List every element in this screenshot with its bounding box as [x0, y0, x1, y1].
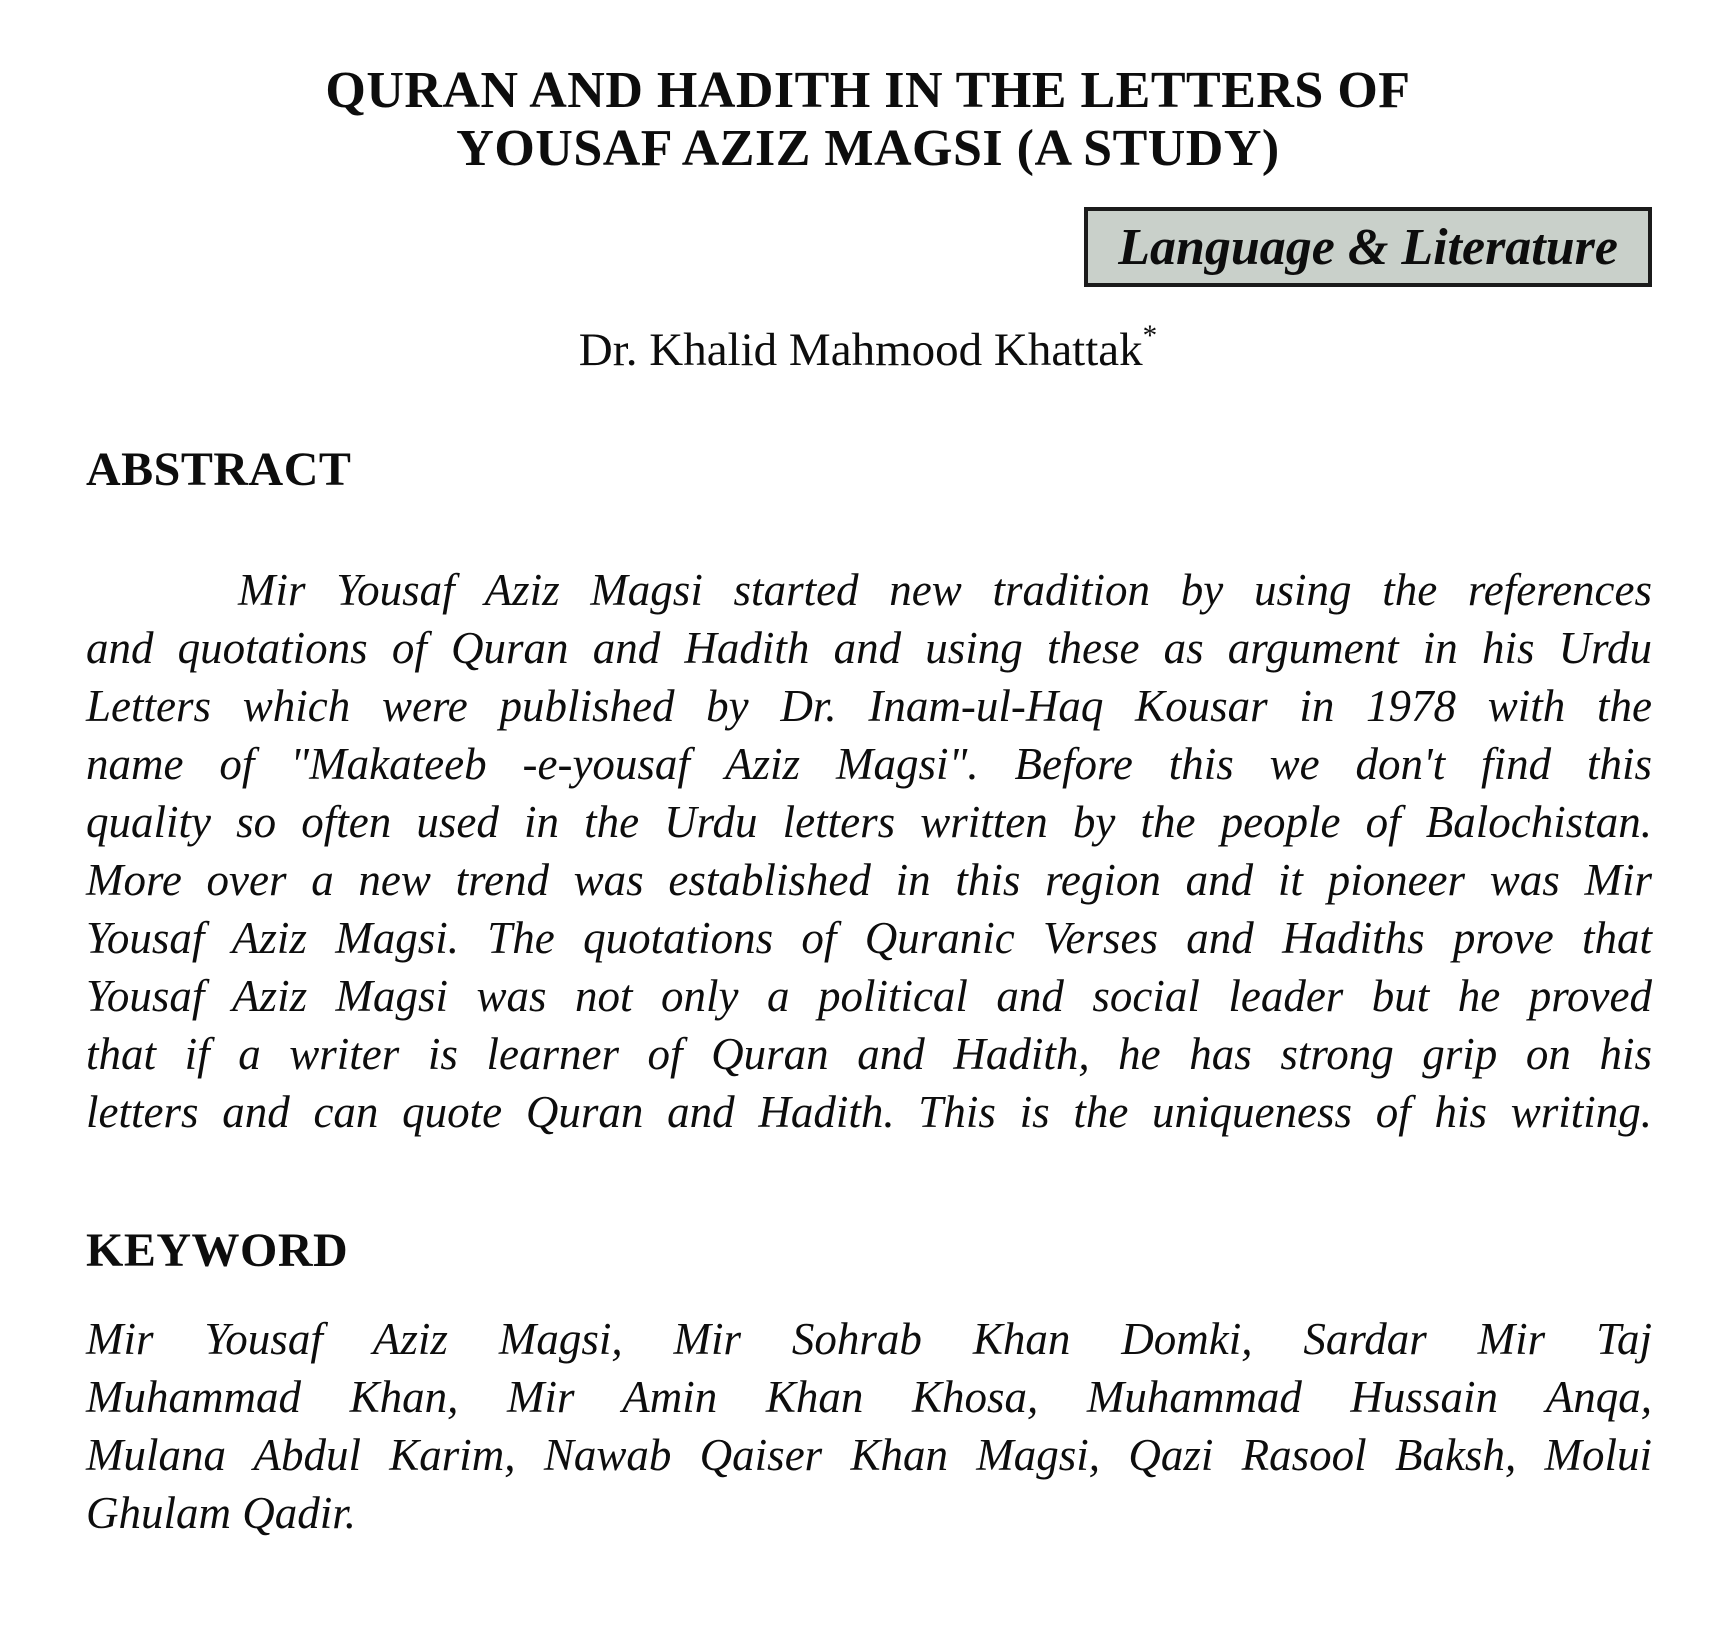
paper-title-line-2: YOUSAF AZIZ MAGSI (A STUDY)	[456, 120, 1280, 177]
text-line: Mulana Abdul Karim, Nawab Qaiser Khan Magsi, Qazi Rasool Baksh, Molui	[86, 1430, 1652, 1480]
text-line: quality so often used in the Urdu letters written by the people of Balochistan.	[86, 797, 1652, 847]
text-line: Yousaf Aziz Magsi was not only a political and social leader but he proved	[86, 971, 1652, 1021]
text-line: Mir Yousaf Aziz Magsi, Mir Sohrab Khan Domki, Sardar Mir Taj	[86, 1314, 1652, 1364]
text-line: Yousaf Aziz Magsi. The quotations of Quranic Verses and Hadiths prove that	[86, 913, 1652, 963]
paper-title-line-1: QURAN AND HADITH IN THE LETTERS OF	[325, 62, 1411, 119]
author-footnote-mark: *	[1142, 320, 1158, 353]
text-line: name of "Makateeb -e-yousaf Aziz Magsi". Before this we don't find this	[86, 739, 1652, 789]
author-name: Dr. Khalid Mahmood Khattak	[578, 324, 1143, 376]
text-line: More over a new trend was established in this region and it pioneer was Mir	[86, 855, 1652, 905]
text-line: Letters which were published by Dr. Inam-ul-Haq Kousar in 1978 with the	[86, 681, 1652, 731]
category-banner	[1084, 207, 1652, 287]
abstract-paragraph	[86, 561, 1652, 1141]
text-line: letters and can quote Quran and Hadith. This is the uniqueness of his writing.	[86, 1087, 1652, 1137]
text-line: and quotations of Quran and Hadith and using these as argument in his Urdu	[86, 623, 1652, 673]
keyword-heading: KEYWORD	[86, 1224, 349, 1277]
keywords-paragraph	[86, 1310, 1652, 1542]
author-line	[0, 320, 1736, 377]
abstract-heading: ABSTRACT	[86, 443, 352, 496]
text-line: Mir Yousaf Aziz Magsi started new tradition by using the references	[238, 565, 1652, 615]
category-banner-label: Language & Literature	[1118, 218, 1618, 276]
text-line: that if a writer is learner of Quran and Hadith, he has strong grip on his	[86, 1029, 1652, 1079]
text-line: Muhammad Khan, Mir Amin Khan Khosa, Muhammad Hussain Anqa,	[86, 1372, 1652, 1422]
text-line: Ghulam Qadir.	[86, 1488, 357, 1538]
paper-title	[0, 62, 1736, 178]
